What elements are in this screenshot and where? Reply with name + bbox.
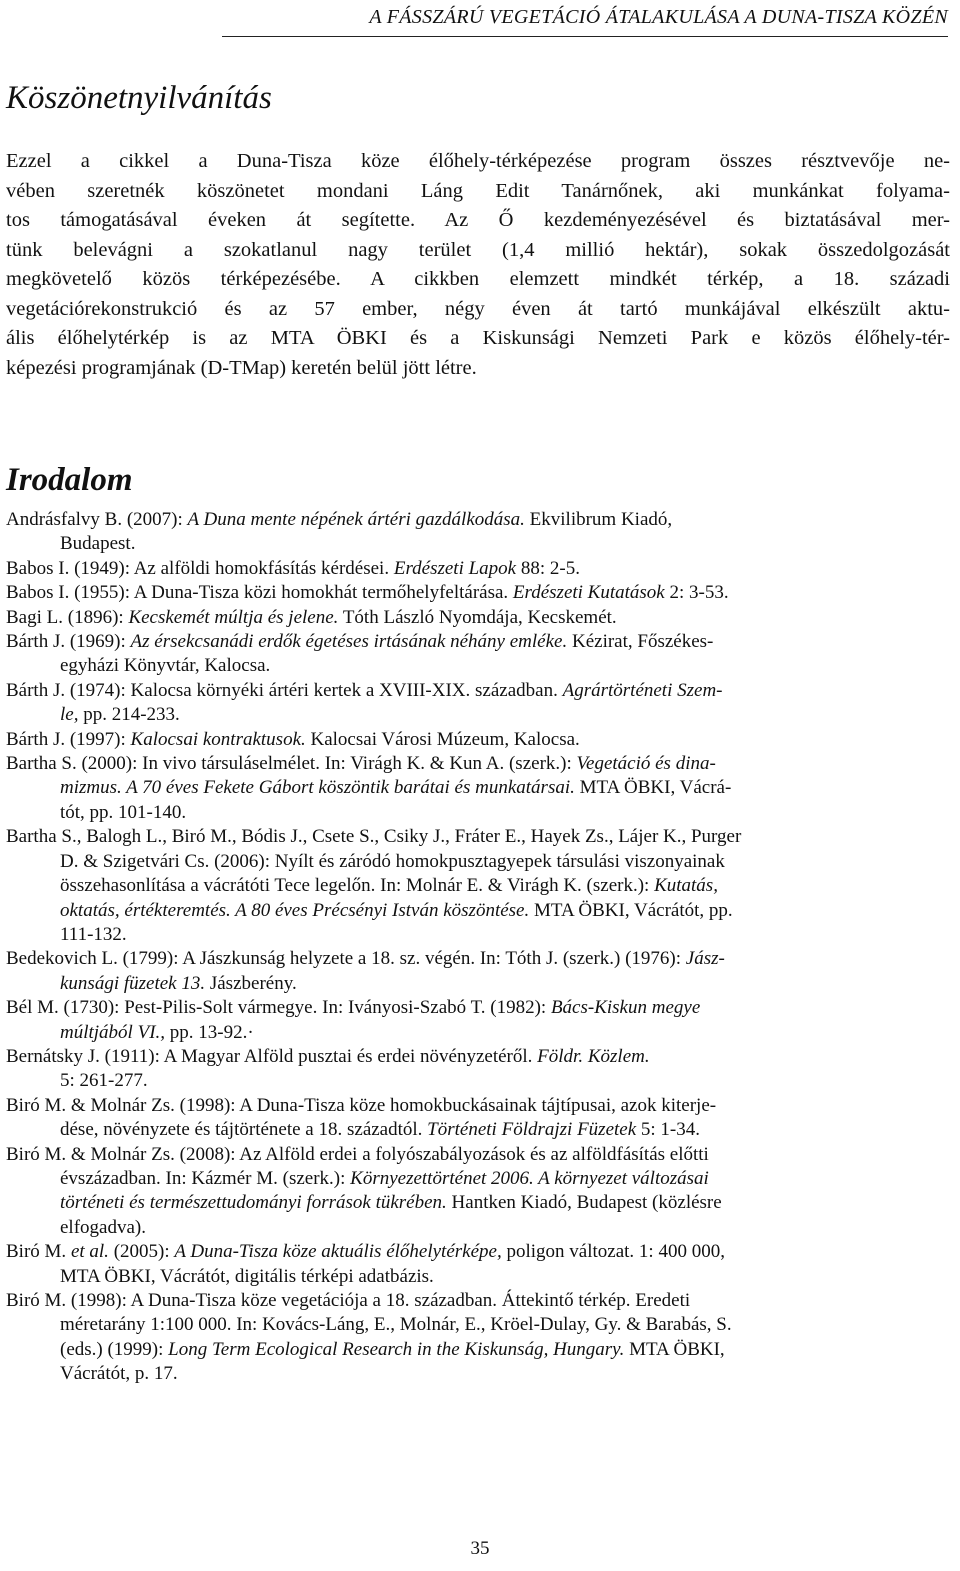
reference-italic-text: Kutatás, (654, 875, 718, 897)
reference-text: Bárth J. (1969): (6, 631, 131, 653)
ack-line: tos támogatásával éveken át segítette. Az Ő kezdeményezésével és biztatásával mer- (6, 209, 950, 231)
reference-text: Tóth László Nyomdája, Kecskemét. (338, 606, 617, 628)
reference-entry (6, 825, 950, 947)
reference-line (6, 630, 950, 654)
reference-text: MTA ÖBKI, Vácrátót, pp. (529, 899, 733, 921)
reference-text: Budapest. (60, 533, 136, 555)
ack-line: vegetációrekonstrukció és az 57 ember, négy éven át tartó munkájával elkészült aktu- (6, 297, 950, 320)
reference-text: méretarány 1:100 000. In: Kovács-Láng, E., Molnár, E., Kröel-Dulay, Gy. & Barabás, S. (60, 1314, 732, 1336)
reference-text: Babos I. (1955): A Duna-Tisza közi homokhát termőhelyfeltárása. (6, 582, 513, 604)
reference-italic-text: Környezettörténet 2006. A környezet változásai (350, 1167, 709, 1189)
reference-entry (6, 1094, 950, 1143)
reference-line (6, 581, 950, 605)
reference-line (6, 752, 950, 776)
reference-text: Bagi L. (1896): (6, 606, 129, 628)
reference-text: 5: 261-277. (60, 1070, 148, 1092)
reference-line (6, 776, 950, 800)
reference-line (6, 1118, 950, 1142)
ack-line: tünk belevágni a szokatlanul nagy terület (1,4 millió hektár), sokak összedolgozását (6, 238, 950, 261)
reference-text: Bárth J. (1974): Kalocsa környéki ártéri kertek a XVIII-XIX. században. (6, 679, 563, 701)
reference-text: Bernátsky J. (1911): A Magyar Alföld pusztai és erdei növényzetéről. (6, 1045, 538, 1067)
reference-line (6, 1265, 950, 1289)
reference-text: elfogadva). (60, 1216, 146, 1238)
reference-line (6, 557, 950, 581)
reference-entry (6, 1289, 950, 1387)
reference-line (6, 874, 950, 898)
reference-line (6, 923, 950, 947)
reference-italic-text: oktatás, értékteremtés. A 80 éves Précsényi István köszöntése. (60, 899, 530, 921)
reference-line (6, 801, 950, 825)
reference-text: 5: 1-34. (636, 1119, 701, 1141)
ack-line: ális élőhelytérkép is az MTA ÖBKI és a Kiskunsági Nemzeti Park e közös élőhely-tér- (6, 327, 950, 349)
reference-text: Andrásfalvy B. (2007): (6, 509, 188, 530)
reference-line (6, 1021, 950, 1045)
reference-entry (6, 557, 950, 581)
reference-entry (6, 996, 950, 1045)
reference-list (6, 508, 950, 1387)
reference-italic-text: Bács-Kiskun megye (550, 997, 701, 1019)
reference-text: Bedekovich L. (1799): A Jászkunság helyzete a 18. sz. végén. In: Tóth J. (szerk.) (1976): (6, 948, 686, 970)
reference-text: 2: 3-53. (664, 582, 729, 604)
reference-italic-text: A Duna mente népének ártéri gazdálkodása. (187, 509, 525, 530)
reference-line (6, 703, 950, 727)
reference-line (6, 1313, 950, 1337)
reference-line (6, 1338, 950, 1362)
reference-text: Kézirat, Főszékes- (567, 631, 714, 653)
reference-text: Hantken Kiadó, Budapest (közlésre (446, 1192, 722, 1214)
reference-text: dése, növényzete és tájtörténete a 18. századtól. (60, 1119, 428, 1141)
reference-italic-text: A Duna-Tisza köze aktuális élőhelytérképe, (174, 1241, 502, 1263)
reference-text: Bél M. (1730): Pest-Pilis-Solt vármegye. In: Iványosi-Szabó T. (1982): (6, 997, 551, 1019)
reference-text: 88: 2-5. (516, 557, 580, 579)
reference-text: Biró M. & Molnár Zs. (2008): Az Alföld erdei a folyószabályozások és az alföldfásítás előtti (6, 1143, 709, 1165)
reference-text: összehasonlítása a vácrátóti Tece legelőn. In: Molnár E. & Virágh K. (szerk.): (60, 875, 655, 897)
ack-line: képezési programjának (D-TMap) keretén belül jött létre. (6, 356, 477, 379)
reference-line (6, 899, 950, 923)
reference-italic-text: Erdészeti Kutatások (512, 582, 665, 604)
reference-italic-text: Jász- (685, 948, 725, 970)
reference-line (6, 1362, 950, 1386)
reference-entry (6, 630, 950, 679)
reference-text: MTA ÖBKI, Vácrátót, digitális térképi adatbázis. (60, 1265, 434, 1287)
reference-text: D. & Szigetvári Cs. (2006): Nyílt és záródó homokpusztagyepek társulási viszonyainak (60, 850, 725, 872)
reference-text: Biró M. (1998): A Duna-Tisza köze vegetációja a 18. században. Áttekintő térkép. Eredeti (6, 1290, 691, 1311)
reference-line (6, 1191, 950, 1215)
reference-line (6, 850, 950, 874)
reference-text: 111-132. (60, 923, 127, 945)
reference-text: Bartha S. (2000): In vivo társuláselmélet. In: Virágh K. & Kun A. (szerk.): (6, 753, 577, 775)
reference-text: Bárth J. (1997): (6, 728, 131, 750)
reference-italic-text: Történeti Földrajzi Füzetek (427, 1119, 637, 1141)
reference-italic-text: Erdészeti Lapok (393, 557, 517, 579)
reference-text: tót, pp. 101-140. (60, 801, 187, 823)
reference-italic-text: múltjából VI., (60, 1021, 166, 1043)
reference-entry (6, 581, 950, 605)
reference-line (6, 947, 950, 971)
reference-entry (6, 606, 950, 630)
acknowledgement-body (6, 147, 950, 383)
reference-entry (6, 728, 950, 752)
acknowledgement-title: Köszönetnyilvánítás (6, 80, 272, 116)
reference-text: pp. 214-233. (78, 704, 180, 726)
reference-text: Vácrátót, p. 17. (60, 1363, 178, 1385)
reference-line (6, 654, 950, 678)
reference-line (6, 679, 950, 703)
reference-entry (6, 679, 950, 728)
reference-italic-text: Földr. Közlem. (537, 1045, 650, 1067)
reference-entry (6, 752, 950, 825)
reference-entry (6, 1143, 950, 1241)
reference-italic-text: Kalocsai kontraktusok. (130, 728, 306, 750)
reference-italic-text: Long Term Ecological Research in the Kiskunság, Hungary. (168, 1338, 625, 1360)
reference-line (6, 972, 950, 996)
reference-italic-text: le, (60, 704, 79, 726)
reference-text: Babos I. (1949): Az alföldi homokfásítás kérdései. (6, 557, 394, 579)
reference-text: (2005): (108, 1241, 175, 1263)
reference-text: Bartha S., Balogh L., Biró M., Bódis J., Csete S., Csiky J., Fráter E., Hayek Zs., Lájer K., Purger (6, 826, 742, 848)
reference-line (6, 606, 950, 630)
reference-text: Ekvilibrum Kiadó, (524, 509, 673, 530)
reference-line (6, 532, 950, 556)
reference-text: Jászberény. (205, 972, 297, 994)
reference-text: poligon változat. 1: 400 000, (501, 1241, 725, 1263)
reference-line (6, 825, 950, 849)
reference-text: Kalocsai Városi Múzeum, Kalocsa. (305, 728, 580, 750)
reference-line (6, 1069, 950, 1093)
reference-italic-text: történeti és természettudományi források tükrében. (60, 1192, 447, 1214)
ack-line: Ezzel a cikkel a Duna-Tisza köze élőhely-térképezése program összes résztvevője ne- (6, 150, 950, 172)
reference-line (6, 1289, 950, 1313)
reference-italic-text: Kecskemét múltja és jelene. (128, 606, 339, 628)
reference-entry (6, 947, 950, 996)
reference-line (6, 1143, 950, 1167)
reference-italic-text: Vegetáció és dina- (576, 753, 716, 775)
reference-line (6, 508, 950, 532)
header-rule (222, 36, 948, 37)
page-number: 35 (470, 1538, 490, 1559)
ack-line: vében szeretnék köszönetet mondani Láng Edit Tanárnőnek, aki munkánkat folyama- (6, 179, 950, 202)
reference-text: egyházi Könyvtár, Kalocsa. (60, 655, 271, 677)
reference-italic-text: et al. (70, 1241, 109, 1263)
reference-entry (6, 1240, 950, 1289)
reference-text: Biró M. (6, 1241, 71, 1263)
reference-line (6, 728, 950, 752)
ack-line: megkövetelő közös térképezésébe. A cikkben elemzett mindkét térkép, a 18. századi (6, 268, 950, 290)
reference-line (6, 1216, 950, 1240)
reference-line (6, 1094, 950, 1118)
reference-italic-text: mizmus. A 70 éves Fekete Gábort köszöntik barátai és munkatársai. (60, 777, 575, 799)
reference-line (6, 996, 950, 1020)
running-header: A FÁSSZÁRÚ VEGETÁCIÓ ÁTALAKULÁSA A DUNA-TISZA KÖZÉN (369, 6, 948, 28)
reference-line (6, 1167, 950, 1191)
reference-line (6, 1240, 950, 1264)
reference-italic-text: Az érsekcsanádi erdők égetéses irtásának néhány emléke. (130, 631, 568, 653)
reference-text: MTA ÖBKI, (624, 1338, 725, 1360)
reference-line (6, 1045, 950, 1069)
reference-text: (eds.) (1999): (60, 1338, 169, 1360)
reference-text: Biró M. & Molnár Zs. (1998): A Duna-Tisza köze homokbuckásainak tájtípusai, azok kiterje- (6, 1094, 717, 1116)
reference-text: pp. 13-92.· (165, 1021, 254, 1043)
reference-italic-text: Agrártörténeti Szem- (562, 679, 723, 701)
reference-text: évszázadban. In: Kázmér M. (szerk.): (60, 1167, 351, 1189)
reference-text: MTA ÖBKI, Vácrá- (574, 777, 732, 799)
reference-entry (6, 508, 950, 557)
literature-title: Irodalom (6, 462, 133, 498)
reference-entry (6, 1045, 950, 1094)
reference-italic-text: kunsági füzetek 13. (60, 972, 206, 994)
